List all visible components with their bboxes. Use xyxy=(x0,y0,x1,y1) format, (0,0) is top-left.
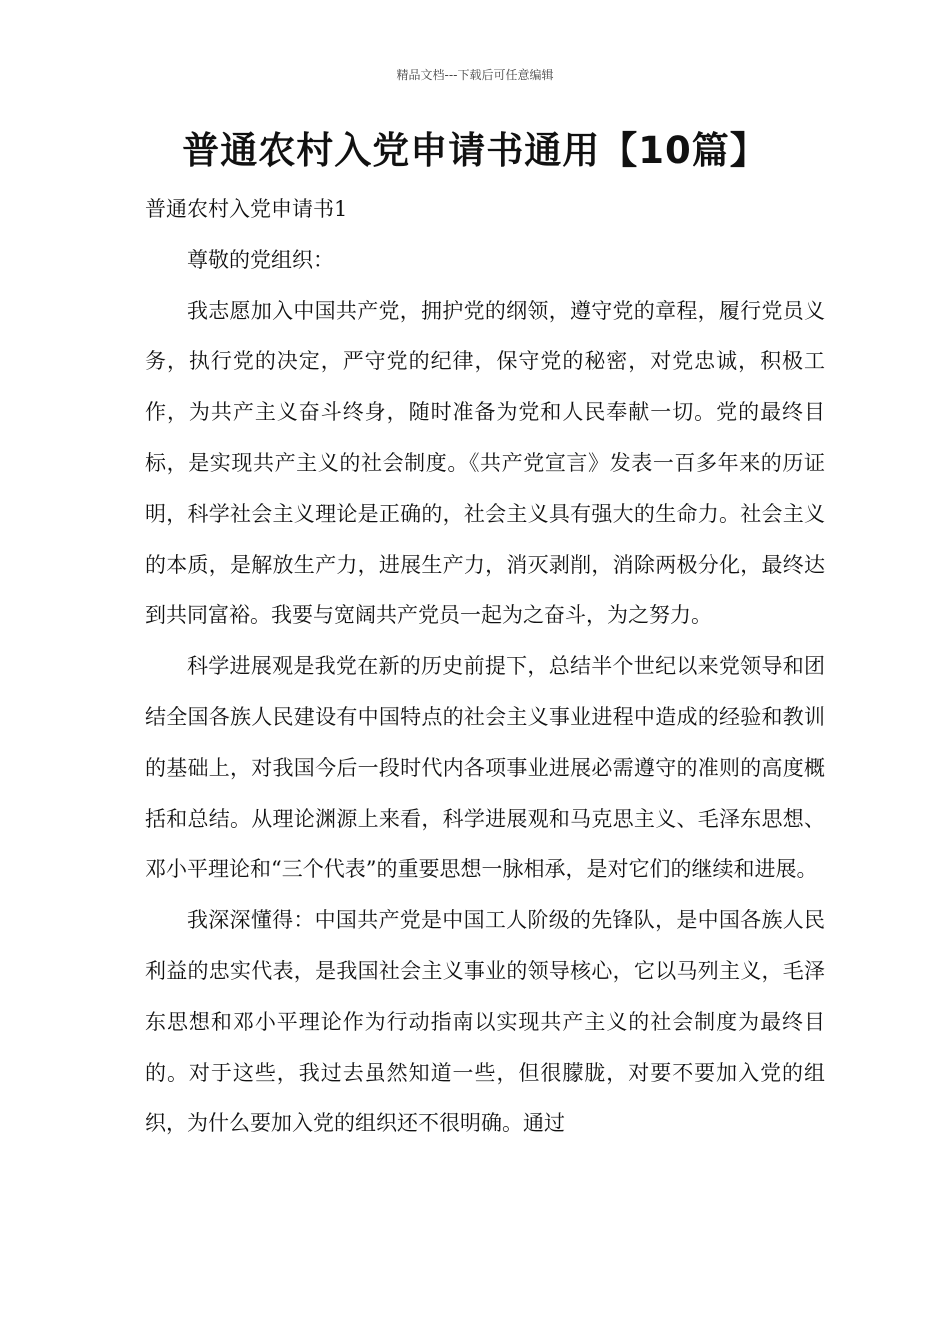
paragraph: 我志愿加入中国共产党，拥护党的纲领，遵守党的章程，履行党员义务，执行党的决定，严守党的纪律，保守党的秘密，对党忠诚，积极工作，为共产主义奋斗终身，随时准备为党和人民奉献一切。党的最终目标，是实现共产主义的社会制度。《共产党宣言》发表一百多年来的历证明，科学社会主义理论是正确的，社会主义具有强大的生命力。社会主义的本质，是解放生产力，进展生产力，消灭剥削，消除两极分化，最终达到共同富裕。我要与宽阔共产党员一起为之奋斗，为之努力。 xyxy=(145,298,825,628)
paragraph: 科学进展观是我党在新的历史前提下，总结半个世纪以来党领导和团结全国各族人民建设有中国特点的社会主义事业进程中造成的经验和教训的基础上，对我国今后一段时代内各项事业进展必需遵守的准则的高度概括和总结。从理论渊源上来看，科学进展观和马克思主义、毛泽东思想、邓小平理论和“三个代表”的重要思想一脉相承，是对它们的继续和进展。 xyxy=(145,654,825,882)
header-note: 精品文档---下载后可任意编辑 xyxy=(396,68,554,82)
document-body xyxy=(145,184,825,1149)
section-heading: 普通农村入党申请书1 xyxy=(145,197,348,221)
document-title: 普通农村入党申请书通用【10篇】 xyxy=(182,129,768,172)
salutation: 尊敬的党组织： xyxy=(187,247,334,272)
paragraph: 我深深懂得：中国共产党是中国工人阶级的先锋队，是中国各族人民利益的忠实代表，是我国社会主义事业的领导核心，它以马列主义，毛泽东思想和邓小平理论作为行动指南以实现共产主义的社会制度为最终目的。对于这些，我过去虽然知道一些，但很朦胧，对要不要加入党的组织，为什么要加入党的组织还不很明确。通过 xyxy=(145,908,825,1136)
